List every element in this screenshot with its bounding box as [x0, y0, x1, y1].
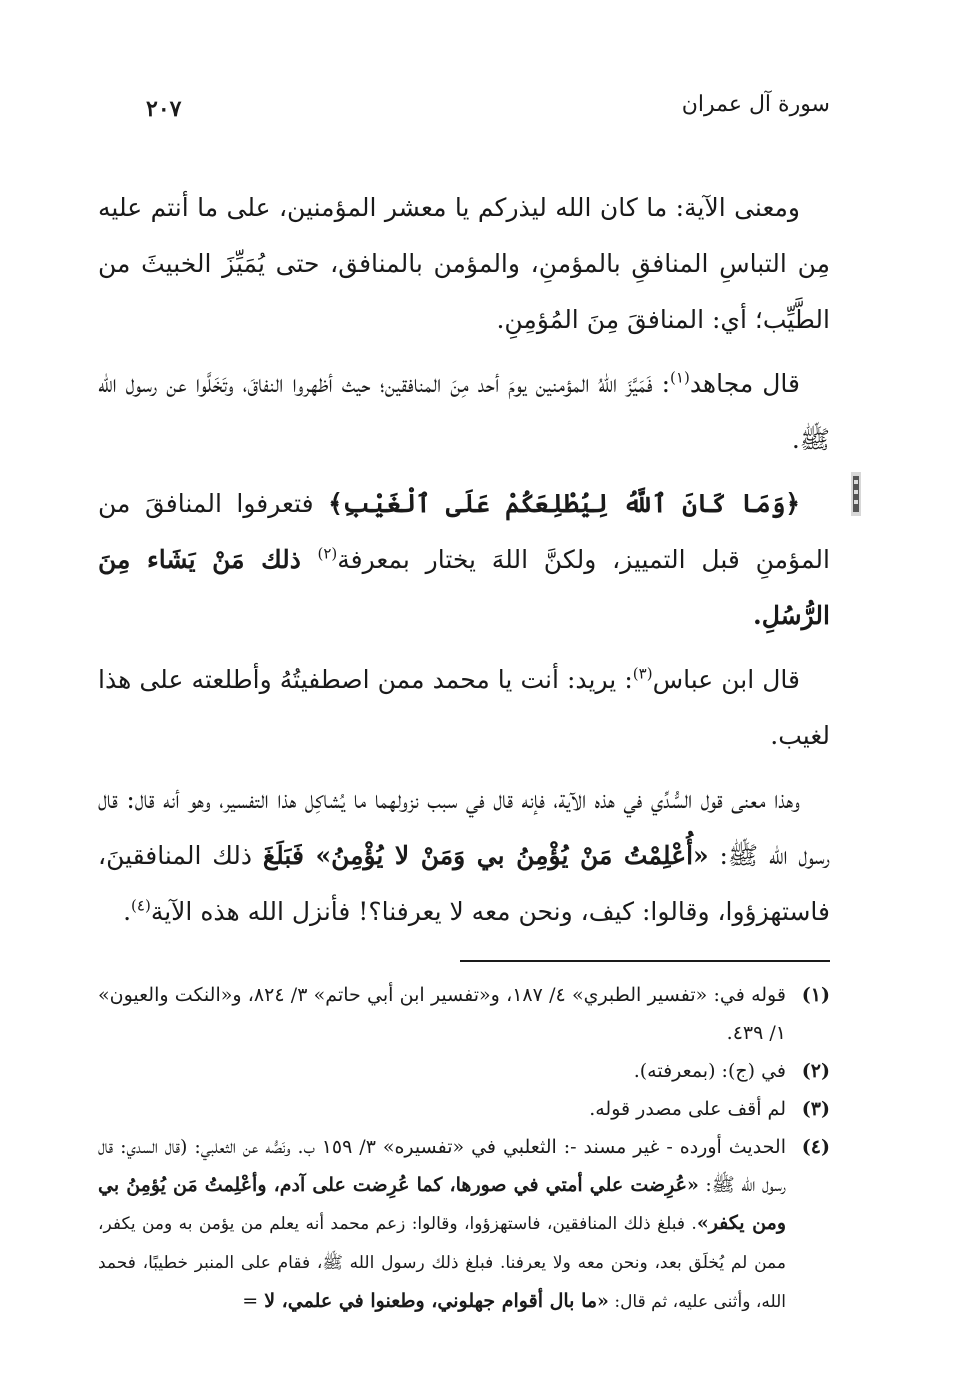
- footnote-4-hadith-1: «عُرِضت علي أمتي في صورها، كما عُرِضت على آدم، وأعْلِمتُ مَن يُؤمِنُ بي ومن يكفر»: [98, 1174, 786, 1234]
- paragraph-2-text-a: قال مجاهد: [689, 369, 800, 398]
- quran-verse: ﴿وَمَا كَانَ ٱللَّهُ لِيُطْلِعَكُمْ عَلَى ٱلْغَيْبِ﴾: [328, 489, 801, 518]
- paragraph-5: [98, 772, 830, 940]
- footnote-separator: [460, 960, 830, 962]
- footnote-number: (٤): [801, 1136, 830, 1158]
- paragraph-3-text-a: فتعرفوا المنافقَ من المؤمنِ قبل التمييز، ولكنَّ اللهَ يختار بمعرفة: [98, 489, 830, 574]
- footnote-number: (٢): [801, 1060, 830, 1082]
- footnote-4-hadith-2: «ما بال أقوام جهلوني، وطعنوا في علمي، لا: [264, 1290, 609, 1312]
- footnote-number: (١): [801, 984, 830, 1006]
- paragraph-3-text-b: ذلك مَنْ يَشَاء مِنَ الرُّسُلِ.: [98, 545, 830, 630]
- footnote-4-end: =: [242, 1290, 265, 1312]
- footnote-4-text-b: . فبلغ ذلك المنافقين، فاستهزؤوا، وقالوا: زعم محمد أنه يعلم من يؤمن به ومن يكفر، ممن لم يُخلَق بعد، ونحن معه ولا يعرفنا. فبلغ ذلك رسول الله ﷺ، فقام على المنبر خطيبًا، فحمد الله، وأثنى عليه، ثم قال:: [98, 1214, 786, 1312]
- footnote-4: [98, 1128, 830, 1321]
- footnote-text: في (ج): (بمعرفته).: [633, 1060, 786, 1082]
- running-header: [98, 82, 830, 142]
- footnote-text: [98, 1128, 786, 1321]
- footnote-ref-3: (٣): [632, 664, 653, 683]
- footnote-text: لم أقف على مصدر قوله.: [589, 1098, 786, 1120]
- book-page: [98, 82, 830, 1312]
- page-number: ٢٠٧: [146, 96, 182, 122]
- margin-ornament-icon: [848, 470, 864, 518]
- footnote-ref-1: (١): [670, 368, 690, 387]
- paragraph-2: [98, 356, 830, 468]
- main-text: [98, 180, 830, 940]
- paragraph-5-text-b: ذلك المنافقينَ، فاستهزؤوا، وقالوا: كيف، ونحن معه لا يعرفنا؟! فأنزل الله هذه الآية: [98, 841, 830, 926]
- paragraph-4-text-a: قال ابن عباس: [652, 665, 800, 694]
- paragraph-4: [98, 652, 830, 764]
- paragraph-5-text-a: وهذا معنى قول السُّدِّي في هذه الآية، فإنه قال في سبب نزولهما ما يُشاكِل هذا التفسير، وهو أنه قال: قال رسول الله ﷺ:: [98, 785, 830, 870]
- hadith-quote: «أُعْلِمْتُ مَنْ يُؤْمِنُ بي وَمَنْ لا يُؤْمِنُ» فَبَلَغَ: [262, 841, 709, 870]
- paragraph-4-text-b: : يريد: أنت يا محمد ممن اصطفيتُهُ وأطلعته على هذا لغيب.: [98, 665, 830, 750]
- footnotes: [98, 976, 830, 1321]
- footnote-number: (٣): [801, 1098, 830, 1120]
- footnote-text: قوله في: «تفسير الطبري» ٤/ ١٨٧، و«تفسير ابن أبي حاتم» ٣/ ٨٢٤، و«النكت والعيون» ١/ ٤٣٩.: [98, 984, 786, 1044]
- footnote-3: [98, 1090, 830, 1128]
- paragraph-2-text-b: : فَمَيَّزَ اللهُ المؤمنين يومَ أحد مِنَ المنافقين؛ حيث أظهروا النفاقَ، وتَخَلَّوا عن رسول الله ﷺ.: [98, 369, 830, 454]
- footnote-4-text-a: الحديث أورده - غير مسند -: الثعلبي في «تفسيره» ٣/ ١٥٩ ب. ونَصُّه عن الثعلبي: (قال السدي: قال رسول الله ﷺ:: [98, 1136, 786, 1196]
- paragraph-1: [98, 180, 830, 348]
- paragraph-5-end: .: [123, 897, 132, 926]
- paragraph-3: [98, 476, 830, 644]
- footnote-ref-2: (٢): [317, 544, 338, 563]
- footnote-2: [98, 1052, 830, 1090]
- footnote-1: [98, 976, 830, 1052]
- footnote-ref-4: (٤): [131, 896, 151, 915]
- surah-name: سورة آل عمران: [681, 92, 830, 117]
- paragraph-1-text: ومعنى الآية: ما كان الله ليذركم يا معشر المؤمنين، على ما أنتم عليه مِن التباسِ المنافقِ بالمؤمنِ، والمؤمن بالمنافق، حتى يُمَيِّزَ الخبيثَ من الطَّيِّب؛ أي: المنافقَ مِنَ المُؤمِنِ.: [98, 193, 830, 334]
